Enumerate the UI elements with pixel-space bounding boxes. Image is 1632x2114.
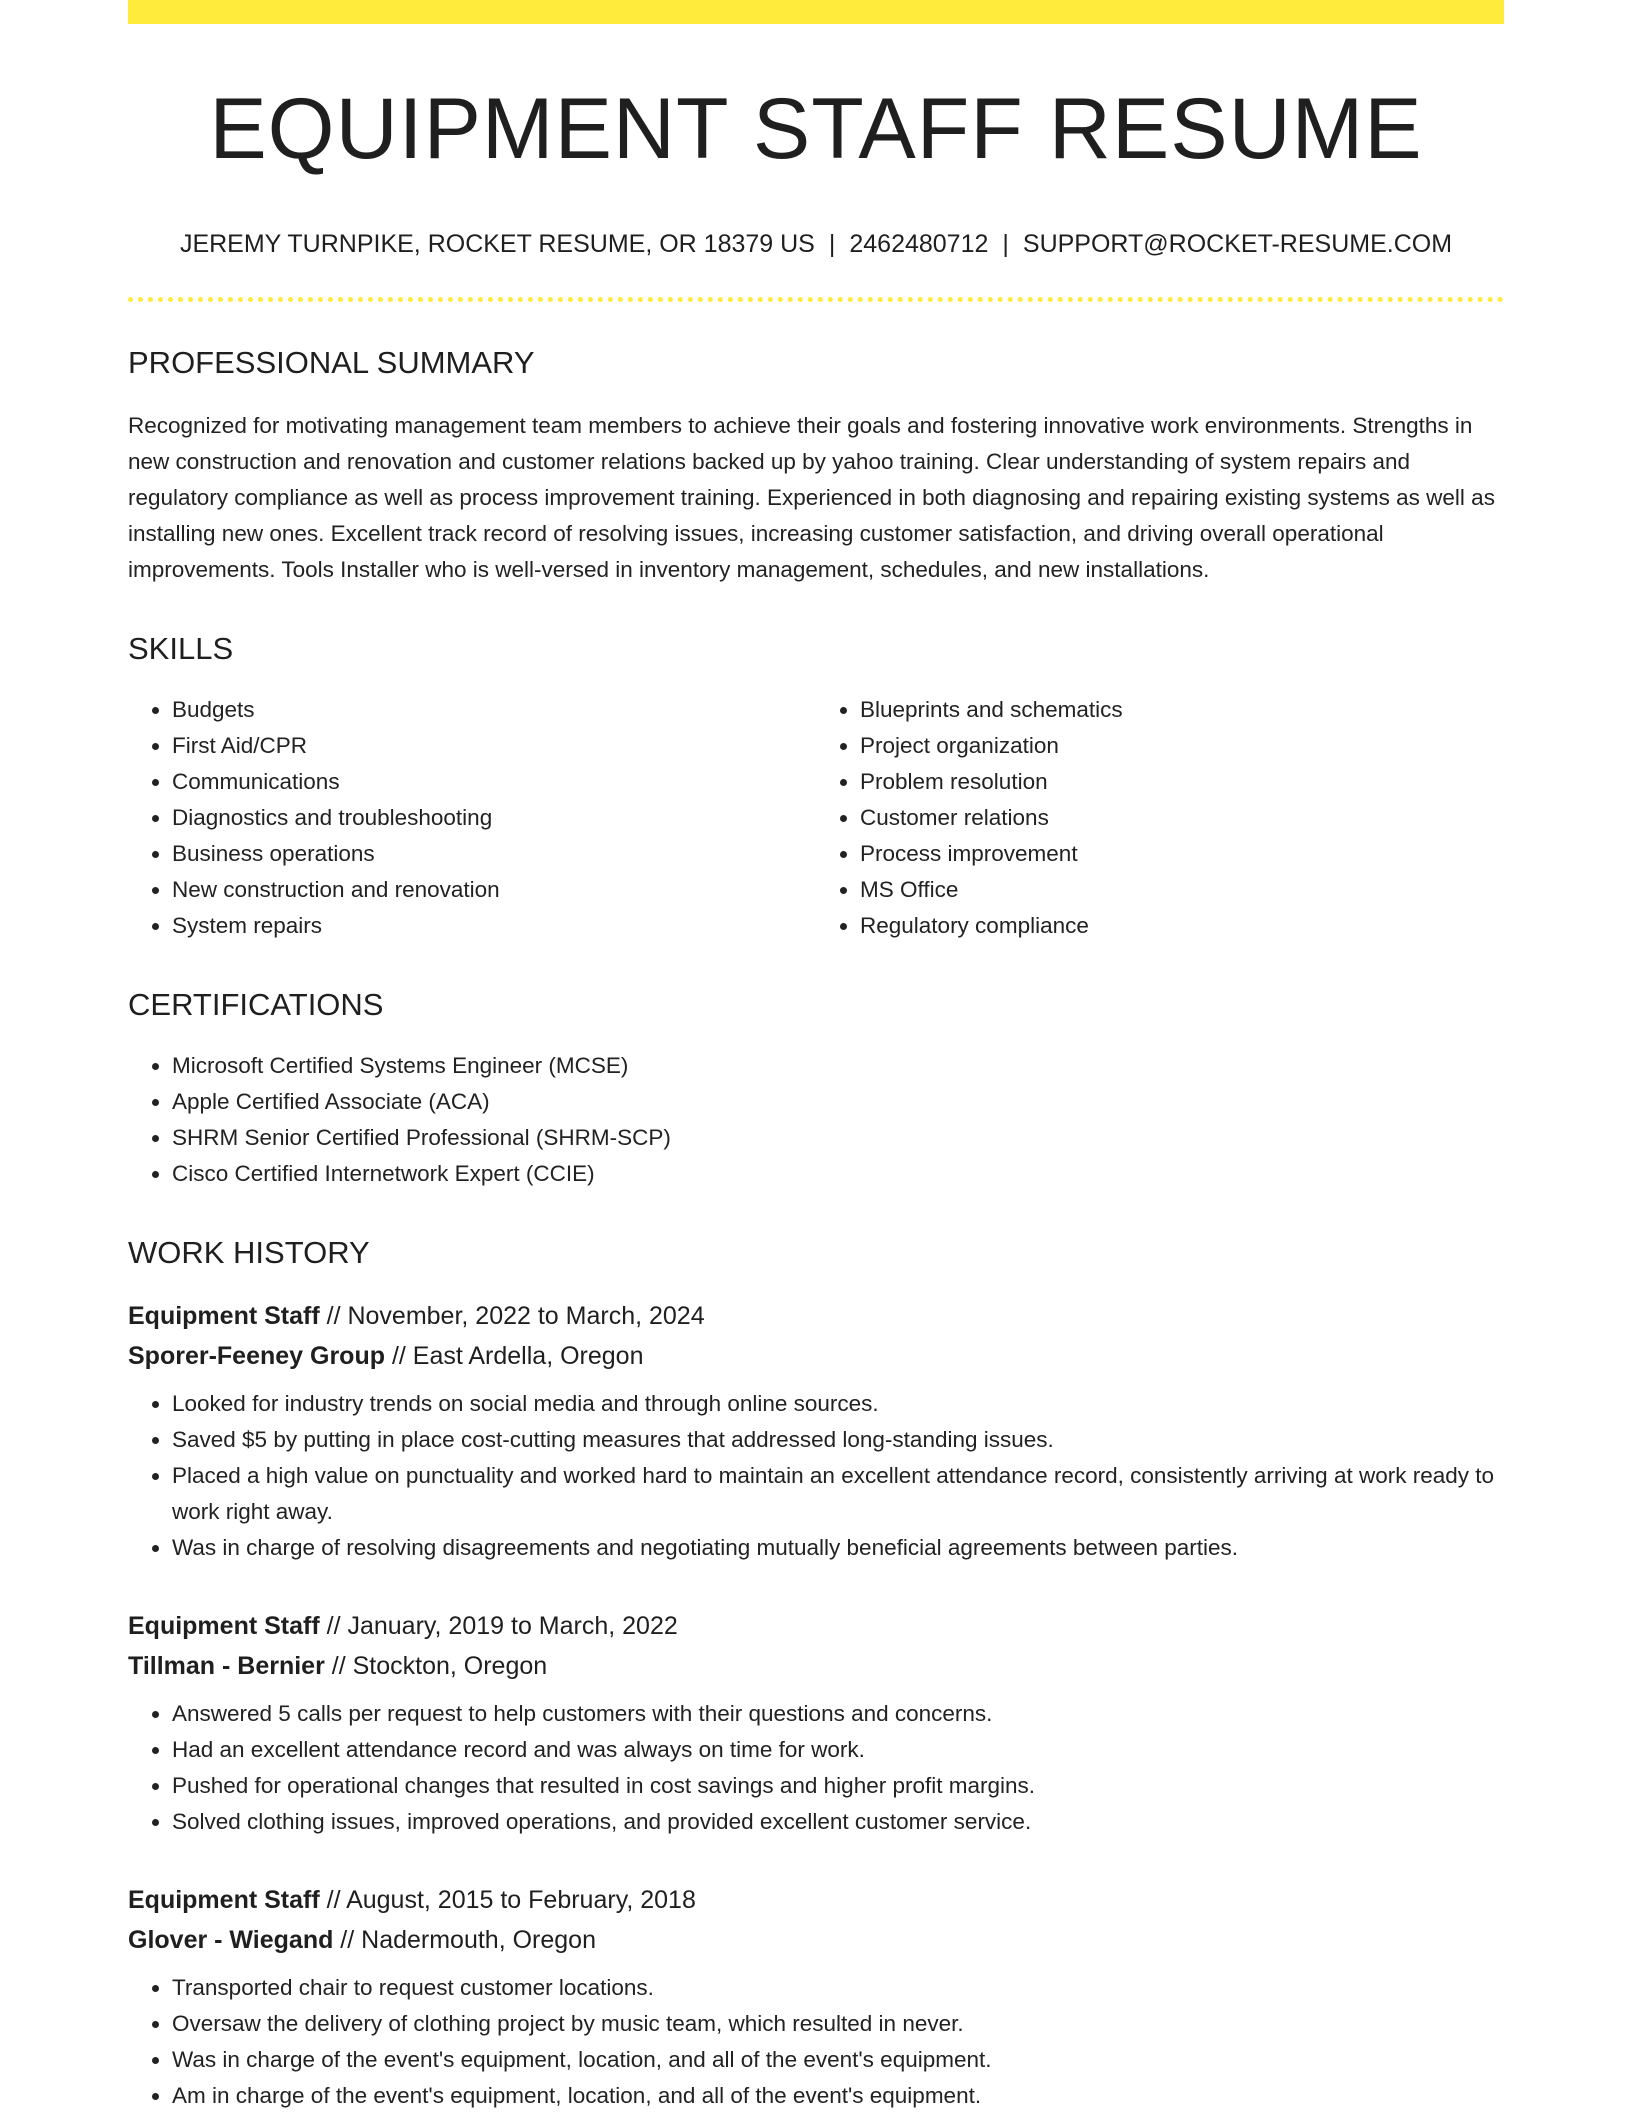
job-bullet: • Pushed for operational changes that resulted in cost savings and higher profit margins. <box>172 1768 1504 1804</box>
job-dates: // August, 2015 to February, 2018 <box>319 1885 696 1914</box>
job-dates: // November, 2022 to March, 2024 <box>319 1301 705 1330</box>
contact-email: SUPPORT@ROCKET-RESUME.COM <box>1022 229 1453 258</box>
job-dates: // January, 2019 to March, 2022 <box>319 1611 678 1640</box>
job-title: Equipment Staff <box>128 1611 320 1640</box>
resume-title: EQUIPMENT STAFF RESUME <box>209 81 1423 177</box>
job-bullet: • Am in charge of the event's equipment, location, and all of the event's equipment. <box>172 2078 1504 2114</box>
section-heading: PROFESSIONAL SUMMARY <box>128 344 535 380</box>
job-bullet: • Solved clothing issues, improved operations, and provided excellent customer service. <box>172 1804 1504 1840</box>
skill-item: • Customer relations <box>860 800 1504 836</box>
job-location: // Stockton, Oregon <box>324 1651 548 1680</box>
job-company-line <box>128 1646 1504 1686</box>
job-company: Tillman - Bernier <box>128 1651 325 1680</box>
skills-grid <box>128 692 1504 944</box>
professional-summary-section <box>128 346 1504 588</box>
job-location: // East Ardella, Oregon <box>385 1341 644 1370</box>
skill-item: • Project organization <box>860 728 1504 764</box>
job-title-line <box>128 1296 1504 1336</box>
section-heading: CERTIFICATIONS <box>128 986 384 1022</box>
top-accent-bar <box>128 0 1504 24</box>
job-bullet: • Was in charge of resolving disagreements and negotiating mutually beneficial agreements between parties. <box>172 1530 1504 1566</box>
skill-item: • Process improvement <box>860 836 1504 872</box>
contact-line <box>128 229 1504 259</box>
job-bullet: • Transported chair to request customer locations. <box>172 1970 1504 2006</box>
skill-item: • Diagnostics and troubleshooting <box>172 800 816 836</box>
job-bullets <box>128 1386 1504 1566</box>
work-history-section <box>128 1236 1504 2114</box>
contact-separator: | <box>1002 229 1009 258</box>
skills-list-right <box>816 692 1504 944</box>
resume-page <box>128 0 1504 2114</box>
job-company-line <box>128 1336 1504 1376</box>
job-company: Glover - Wiegand <box>128 1925 334 1954</box>
skill-item: • Problem resolution <box>860 764 1504 800</box>
skill-item: • Regulatory compliance <box>860 908 1504 944</box>
skill-item: • Communications <box>172 764 816 800</box>
skill-item: • New construction and renovation <box>172 872 816 908</box>
job-bullet: • Placed a high value on punctuality and worked hard to maintain an excellent attendance record, consistently arriving at work ready to work right away. <box>172 1458 1504 1530</box>
skill-item: • Blueprints and schematics <box>860 692 1504 728</box>
job-entry <box>128 1880 1504 2114</box>
job-title-line <box>128 1606 1504 1646</box>
job-bullet: • Was in charge of the event's equipment, location, and all of the event's equipment. <box>172 2042 1504 2078</box>
certification-item: • Cisco Certified Internetwork Expert (CCIE) <box>172 1156 1504 1192</box>
skills-list-left <box>128 692 816 944</box>
contact-name-address: JEREMY TURNPIKE, ROCKET RESUME, OR 18379 US <box>179 229 815 258</box>
certification-item: • SHRM Senior Certified Professional (SHRM-SCP) <box>172 1120 1504 1156</box>
certifications-section <box>128 988 1504 1192</box>
skill-item: • Budgets <box>172 692 816 728</box>
job-bullet: • Answered 5 calls per request to help customers with their questions and concerns. <box>172 1696 1504 1732</box>
section-heading: WORK HISTORY <box>128 1234 370 1270</box>
job-entry <box>128 1606 1504 1840</box>
skill-item: • Business operations <box>172 836 816 872</box>
job-entry <box>128 1296 1504 1566</box>
job-company: Sporer-Feeney Group <box>128 1341 385 1370</box>
job-location: // Nadermouth, Oregon <box>333 1925 596 1954</box>
job-bullet: • Looked for industry trends on social media and through online sources. <box>172 1386 1504 1422</box>
skills-section <box>128 632 1504 944</box>
job-bullet: • Oversaw the delivery of clothing project by music team, which resulted in never. <box>172 2006 1504 2042</box>
job-title-line <box>128 1880 1504 1920</box>
job-company-line <box>128 1920 1504 1960</box>
certification-item: • Apple Certified Associate (ACA) <box>172 1084 1504 1120</box>
skill-item: • MS Office <box>860 872 1504 908</box>
job-bullets <box>128 1970 1504 2114</box>
job-bullet: • Had an excellent attendance record and was always on time for work. <box>172 1732 1504 1768</box>
skill-item: • First Aid/CPR <box>172 728 816 764</box>
job-bullet: • Saved $5 by putting in place cost-cutting measures that addressed long-standing issues. <box>172 1422 1504 1458</box>
job-title: Equipment Staff <box>128 1301 320 1330</box>
contact-separator: | <box>828 229 836 258</box>
skill-item: • System repairs <box>172 908 816 944</box>
certifications-list <box>128 1048 1504 1192</box>
certification-item: • Microsoft Certified Systems Engineer (MCSE) <box>172 1048 1504 1084</box>
summary-paragraph: Recognized for motivating management team members to achieve their goals and fostering innovative work environments. Strengths in new construction and renovation and customer relations backed up by yahoo training. Clear understanding of system repairs and regulatory compliance as well as process improvement training. Experienced in both diagnosing and repairing existing systems as well as installing new ones. Excellent track record of resolving issues, increasing customer satisfaction, and driving overall operational improvements. Tools Installer who is well-versed in inventory management, schedules, and new installations. <box>128 412 1495 582</box>
job-bullets <box>128 1696 1504 1840</box>
section-heading: SKILLS <box>128 630 234 666</box>
contact-phone: 2462480712 <box>849 229 989 258</box>
job-title: Equipment Staff <box>128 1885 320 1914</box>
dotted-divider <box>128 297 1504 302</box>
